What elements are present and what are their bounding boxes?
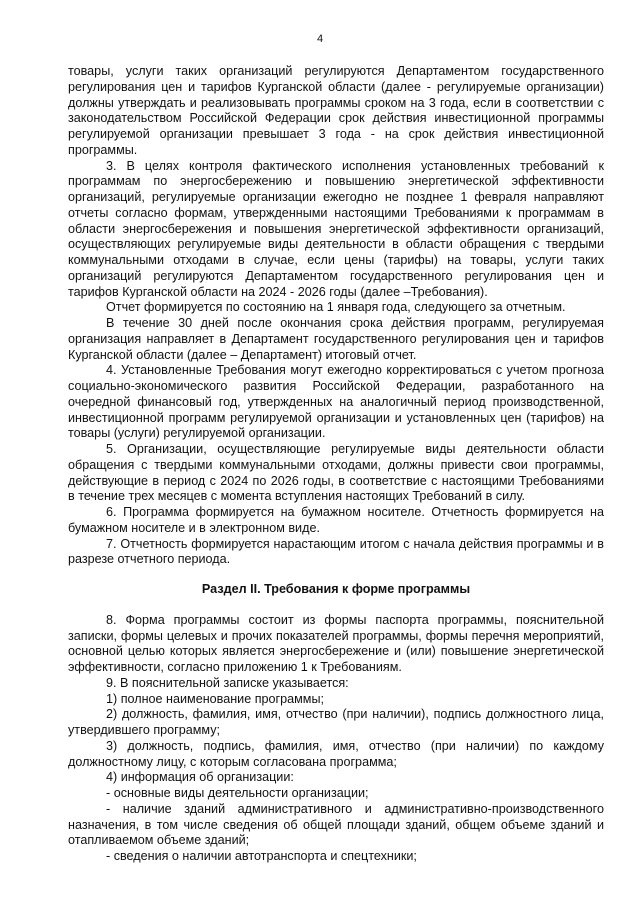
paragraph-final-report: В течение 30 дней после окончания срока действия программ, регулируемая организация направляет в Департамент государственного регулирования цен и тарифов Курганской области (далее – Департамент) итоговый отчет.	[68, 316, 604, 362]
paragraph-item-8: 8. Форма программы состоит из формы паспорта программы, пояснительной записки, формы целевых и прочих показателей программы, формы перечня мероприятий, основной целью которых является энергосбережение и (или) повышение энергетической эффективности, согласно приложению 1 к Требованиям.	[68, 612, 604, 674]
sub-item-activities: - основные виды деятельности организации;	[106, 786, 369, 800]
document-body	[68, 64, 604, 865]
paragraph-item-7: 7. Отчетность формируется нарастающим итогом с начала действия программы и в разрезе отчетного периода.	[68, 536, 604, 567]
page-number: 4	[316, 33, 324, 45]
list-item-1: 1) полное наименование программы;	[106, 691, 325, 706]
sub-item-vehicles: - сведения о наличии автотранспорта и спецтехники;	[106, 849, 417, 863]
paragraph-item-3: 3. В целях контроля фактического исполнения установленных требований к программам по энергосбережению и повышению энергетической эффективности организаций, регулируемые организации ежегодно не позднее 1 февраля направляют отчеты согласно формам, утвержденными настоящими Требованиями к программам в области энергосбережения и повышения энергетической эффективности организаций, осуществляющих регулируемые виды деятельности в области обращения с твердыми коммунальными отходами в случае, если цены (тарифы) на товары, услуги таких организаций регулируются Департаментом государственного регулирования цен и тарифов Курганской области на 2024 - 2026 годы (далее –Требования).	[68, 158, 604, 299]
list-item-3: 3) должность, подпись, фамилия, имя, отчество (при наличии) по каждому должностному лицу, с которым согласована программа;	[68, 738, 604, 769]
list-item-2: 2) должность, фамилия, имя, отчество (при наличии), подпись должностного лица, утвердившего программу;	[68, 707, 604, 737]
paragraph-item-5: 5. Организации, осуществляющие регулируемые виды деятельности области обращения с твердыми коммунальными отходами, должны привести свои программы, действующие в период с 2024 по 2026 годы, в соответствие с настоящими Требованиями в течение трех месяцев с момента вступления настоящих Требований в силу.	[68, 442, 604, 504]
paragraph-item-4: 4. Установленные Требования могут ежегодно корректироваться с учетом прогноза социально-экономического развития Российской Федерации, разработанного на очередной финансовый год, утвержденных на аналогичный период производственной, инвестиционной программ регулируемой организации и установленных цен (тарифов) на товары (услуги) регулируемой организации.	[68, 363, 604, 441]
paragraph-report-date: Отчет формируется по состоянию на 1 января года, следующего за отчетным.	[106, 300, 566, 315]
section-heading: Раздел II. Требования к форме программы	[201, 582, 471, 596]
paragraph-item-6: 6. Программа формируется на бумажном носителе. Отчетность формируется на бумажном носителе и в электронном виде.	[68, 505, 604, 535]
paragraph-item-9: 9. В пояснительной записке указывается:	[106, 675, 349, 690]
list-item-4: 4) информация об организации:	[106, 770, 294, 785]
paragraph-continuation: товары, услуги таких организаций регулируются Департаментом государственного регулирования цен и тарифов Курганской области (далее - регулируемые организации) должны утверждать и реализовывать программы сроком на 3 года, если в соответствии с законодательством Российской Федерации срок действия инвестиционной программы регулируемой организации превышает 3 года - на срок действия инвестиционной программы.	[68, 64, 604, 157]
sub-item-buildings: - наличие зданий административного и административно-производственного назначения, в том числе сведения об общей площади зданий, общем объеме зданий и отапливаемом объеме зданий;	[68, 801, 604, 848]
